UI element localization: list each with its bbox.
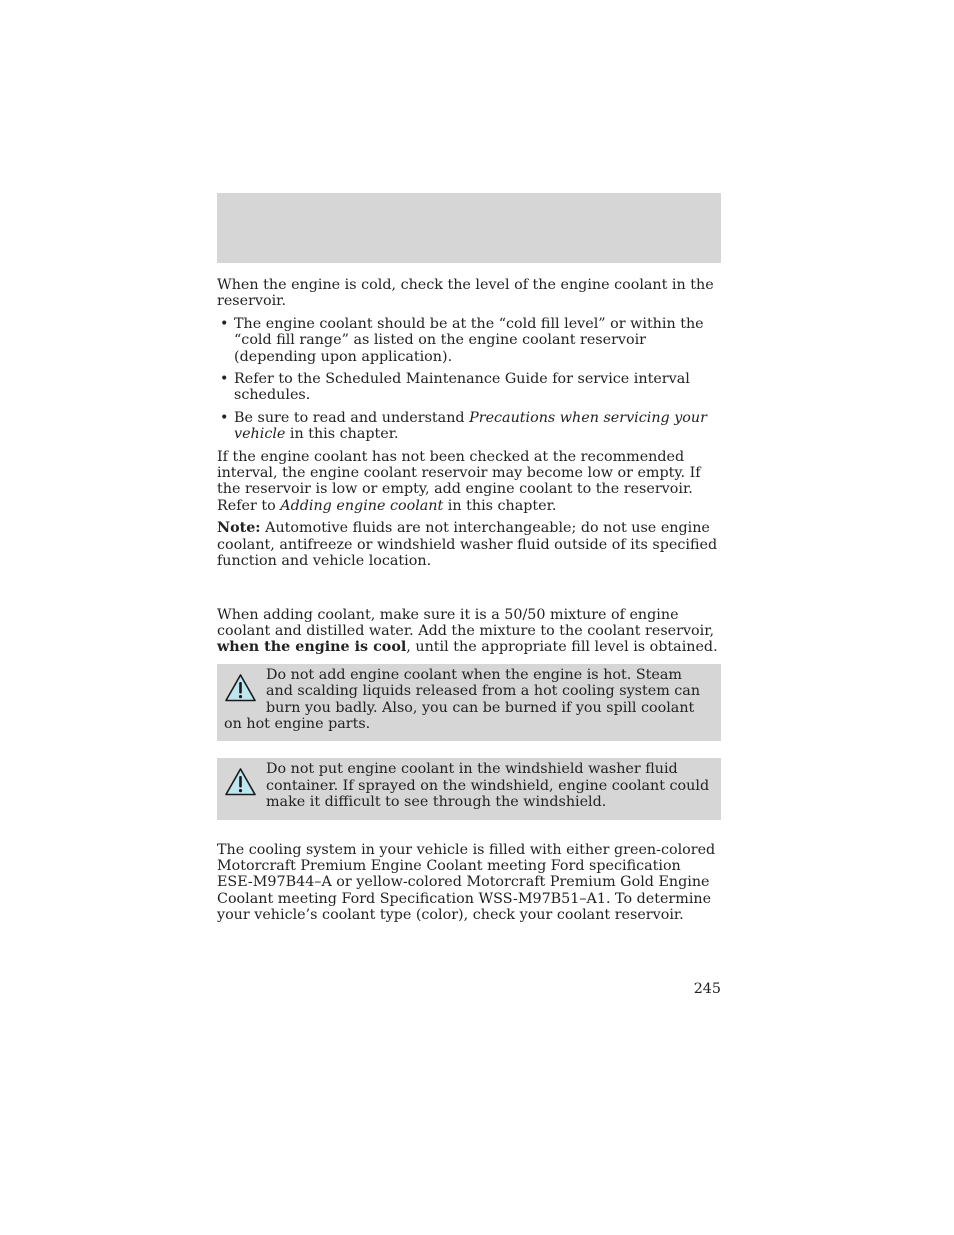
list-item — [217, 371, 721, 404]
bullet-glyph: • — [220, 371, 229, 388]
warning-triangle-icon — [224, 767, 257, 797]
cooling-system-paragraph: The cooling system in your vehicle is filled with either green-colored Motorcraft Premium Engine Coolant meeting Ford specification ESE-M97B44–A or yellow-colored Motorcraft Premium Gold Engine Coolant meeting Ford Specification WSS-M97B51–A1. To determine your vehicle’s coolant type (color), check your coolant reservoir. — [217, 841, 716, 924]
bullet-text-pre: Be sure to read and understand — [234, 409, 470, 426]
low-coolant-paragraph — [217, 449, 721, 515]
low-coolant-text-end: in this chapter. — [443, 497, 557, 514]
adding-coolant-paragraph — [217, 607, 721, 656]
page-content — [217, 277, 721, 930]
check-bullet-list — [217, 316, 721, 443]
adding-coolant-reference: Adding engine coolant — [280, 497, 444, 514]
adding-text-end: , until the appropriate fill level is obtained. — [406, 639, 718, 656]
warning-box-hot-engine — [217, 664, 721, 742]
section-header-band — [217, 193, 721, 263]
warning-text: Do not add engine coolant when the engine is hot. Steam and scalding liquids released from a hot cooling system can burn you badly. Also, you can be burned if you spill coolant on hot engine parts. — [224, 666, 701, 732]
note-paragraph — [217, 520, 721, 569]
engine-cool-emphasis: when the engine is cool — [217, 639, 407, 656]
intro-paragraph: When the engine is cold, check the level of the engine coolant in the reservoir. — [217, 277, 714, 310]
warning-box-washer-fluid — [217, 758, 721, 819]
section-spacer — [217, 576, 721, 607]
bullet-glyph: • — [220, 315, 229, 332]
note-text: Automotive fluids are not interchangeable; do not use engine coolant, antifreeze or windshield washer fluid outside of its specified function and vehicle location. — [217, 520, 718, 570]
precautions-reference: Precautions when servicing your vehicle — [234, 409, 707, 443]
low-coolant-text: If the engine coolant has not been checked at the recommended interval, the engine coolant reservoir may become low or empty. If the reservoir is low or empty, add engine coolant to the reservoir. Refer to — [217, 448, 701, 514]
page-number: 245 — [693, 981, 721, 997]
warning-triangle-icon — [224, 673, 257, 703]
list-item — [217, 410, 721, 443]
bullet-text: Refer to the Scheduled Maintenance Guide for service interval schedules. — [234, 371, 690, 404]
list-item — [217, 316, 721, 365]
bullet-text: The engine coolant should be at the “cold fill level” or within the “cold fill range” as listed on the engine coolant reservoir (depending upon application). — [234, 315, 704, 365]
note-label: Note: — [217, 520, 261, 537]
warning-text: Do not put engine coolant in the windshield washer fluid container. If sprayed on the windshield, engine coolant could make it difficult to see through the windshield. — [266, 761, 710, 811]
adding-text: When adding coolant, make sure it is a 50/50 mixture of engine coolant and distilled water. Add the mixture to the coolant reservoir, — [217, 606, 715, 639]
bullet-text-post: in this chapter. — [285, 426, 399, 443]
bullet-glyph: • — [220, 409, 229, 426]
